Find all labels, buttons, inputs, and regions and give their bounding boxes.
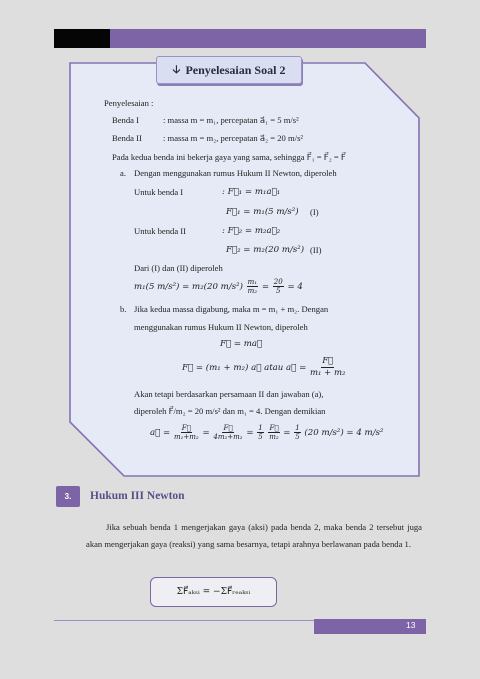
part-b-text2: menggunakan rumus Hukum II Newton, diperoleh bbox=[134, 322, 308, 332]
eq6-frac4-den: m₂ bbox=[269, 433, 279, 441]
akan-text1: Akan tetapi berdasarkan persamaan II dan jawaban (a), bbox=[134, 389, 324, 399]
tag1: (I) bbox=[310, 207, 319, 217]
eq3-equals: = bbox=[261, 282, 270, 292]
benda2-desc: : massa m = m₂, percepatan a⃗₂ = 20 m/s² bbox=[163, 133, 303, 143]
eq6-frac4 bbox=[268, 424, 279, 441]
benda1-desc: : massa m = m₁, percepatan a⃗₁ = 5 m/s² bbox=[163, 115, 299, 125]
eq1a: : F⃗₁ = m₁a⃗₁ bbox=[222, 187, 281, 197]
down-arrow-icon: 🡣 bbox=[172, 63, 181, 76]
eq6-eq1: = bbox=[202, 428, 210, 438]
eq4: F⃗ = ma⃗ bbox=[220, 339, 263, 349]
eq6-frac2 bbox=[213, 424, 242, 441]
section-title: Hukum III Newton bbox=[90, 490, 185, 502]
eq3-frac2-num: 20 bbox=[273, 278, 283, 286]
eq6-frac1 bbox=[174, 424, 199, 441]
eq5-left: F⃗ = (m₁ + m₂) a⃗ atau a⃗ = bbox=[182, 363, 307, 373]
tag2: (II) bbox=[310, 245, 322, 255]
benda1-label: Benda I bbox=[112, 115, 139, 125]
solution-title-tab bbox=[156, 56, 302, 84]
eq3-frac2-den: 5 bbox=[276, 287, 281, 295]
eq6-frac3-den: 5 bbox=[258, 433, 263, 441]
part-b-text1: Jika kedua massa digabung, maka m = m₁ + m₂. Dengan bbox=[134, 304, 329, 314]
eq5 bbox=[182, 356, 346, 380]
eq6-frac3 bbox=[257, 424, 263, 441]
untuk-benda1: Untuk benda I bbox=[134, 187, 184, 197]
eq6-frac5 bbox=[294, 424, 300, 441]
eq6-end: (20 m/s²) = 4 m/s² bbox=[304, 428, 384, 438]
eq1b: F⃗₁ = m₁(5 m/s²) bbox=[226, 207, 299, 217]
eq6-frac5-den: 5 bbox=[295, 433, 300, 441]
section-paragraph-text: Jika sebuah benda 1 mengerjakan gaya (aksi) pada benda 2, maka benda 2 tersebut juga akan mengerjakan gaya (reaksi) yang sama besarnya, tetapi arahnya berlawanan pada benda 1. bbox=[86, 522, 422, 549]
newton3-formula-box bbox=[150, 577, 277, 607]
header-black-bar bbox=[54, 29, 110, 48]
eq3-end: = 4 bbox=[287, 282, 303, 292]
eq5-frac bbox=[310, 356, 345, 379]
eq6-frac3-num: 1 bbox=[258, 424, 263, 432]
solution-title: Penyelesaian Soal 2 bbox=[185, 62, 286, 77]
section-number-badge: 3. bbox=[56, 486, 80, 507]
eq3 bbox=[134, 278, 303, 296]
benda2-label: Benda II bbox=[112, 133, 142, 143]
part-b-label: b. bbox=[120, 304, 127, 314]
eq6-frac2-num: F⃗ bbox=[223, 424, 233, 432]
eq3-frac1-num: m₁ bbox=[247, 278, 258, 286]
eq5-den: m₁ + m₂ bbox=[310, 368, 346, 378]
eq3-frac1-den: m₂ bbox=[247, 287, 258, 295]
footer-line bbox=[54, 620, 314, 621]
eq3-left: m₁(5 m/s²) = m₂(20 m/s²) bbox=[134, 282, 243, 292]
dari-text: Dari (I) dan (II) diperoleh bbox=[134, 263, 223, 273]
eq6-frac1-den: m₁+m₂ bbox=[173, 433, 199, 441]
eq6 bbox=[150, 423, 383, 443]
eq5-num: F⃗ bbox=[322, 356, 334, 366]
untuk-benda2: Untuk benda II bbox=[134, 226, 187, 236]
section-paragraph bbox=[86, 519, 422, 553]
eq3-frac1 bbox=[247, 278, 258, 295]
eq6-frac5-num: 1 bbox=[295, 424, 300, 432]
eq3-frac2 bbox=[273, 278, 284, 295]
eq6-frac1-num: F⃗ bbox=[181, 424, 191, 432]
newton3-formula: ΣF⃗ₐₖₛᵢ = −ΣF⃗ᵣₑₐₖₛᵢ bbox=[176, 587, 251, 597]
eq6-eq2: = bbox=[246, 428, 254, 438]
eq6-frac2-den: 4m₂+m₂ bbox=[213, 433, 243, 441]
part-a-label: a. bbox=[120, 168, 126, 178]
eq6-eq3: = bbox=[283, 428, 291, 438]
akan-text2: diperoleh F⃗/m₂ = 20 m/s² dan m₁ = 4. Dengan demikian bbox=[134, 406, 326, 416]
eq6-frac4-num: F⃗ bbox=[269, 424, 279, 432]
part-a-text: Dengan menggunakan rumus Hukum II Newton, diperoleh bbox=[134, 168, 337, 178]
header-purple-bar bbox=[110, 29, 426, 48]
gaya-statement: Pada kedua benda ini bekerja gaya yang sama, sehingga F⃗₁ = F⃗₂ = F⃗ bbox=[112, 152, 346, 162]
penyelesaian-label: Penyelesaian : bbox=[104, 98, 154, 108]
page-number: 13 bbox=[406, 620, 416, 630]
eq2a: : F⃗₂ = m₂a⃗₂ bbox=[222, 226, 281, 236]
eq2b: F⃗₂ = m₂(20 m/s²) bbox=[226, 245, 305, 255]
eq6-a: a⃗ = bbox=[150, 428, 171, 438]
